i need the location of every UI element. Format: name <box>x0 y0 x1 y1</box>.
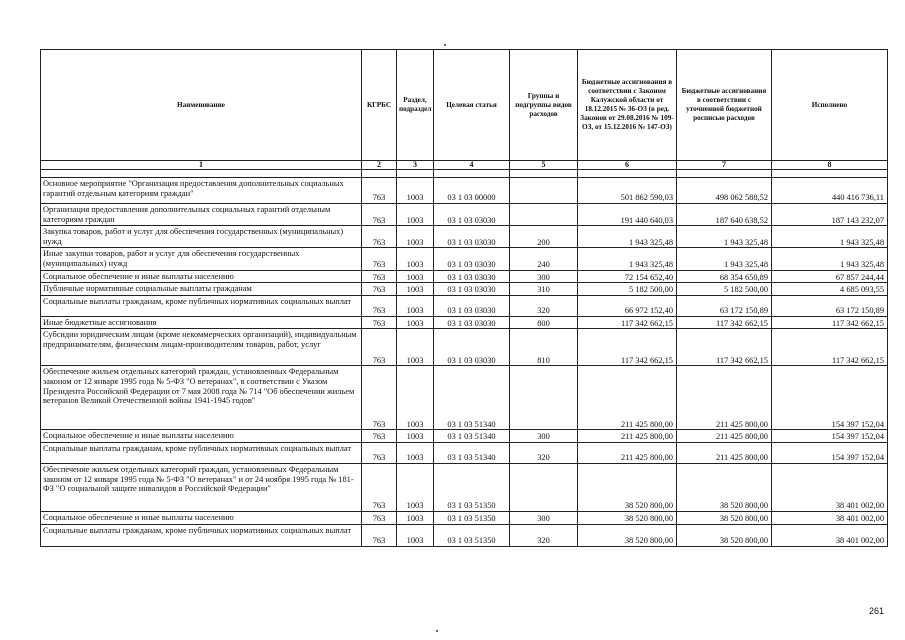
table-row <box>41 511 888 524</box>
row-name: Публичные нормативные социальные выплаты гражданам <box>41 283 362 296</box>
row-expense-group: 300 <box>510 511 578 524</box>
header-name: Наименование <box>41 50 362 161</box>
table-row <box>41 430 888 443</box>
table-row <box>41 366 888 430</box>
row-executed: 187 143 232,07 <box>772 204 888 226</box>
row-executed: 4 685 093,55 <box>772 283 888 296</box>
row-budget-revised: 63 172 150,89 <box>677 295 772 316</box>
row-expense-group: 320 <box>510 524 578 546</box>
row-target-article: 03 1 03 51350 <box>434 524 510 546</box>
table-row <box>41 204 888 226</box>
table-row <box>41 295 888 316</box>
row-section: 1003 <box>397 248 434 270</box>
column-number: 5 <box>510 161 578 170</box>
row-kgrbs: 763 <box>362 430 397 443</box>
header-section: Раздел, подраздел <box>397 50 434 161</box>
row-budget-revised: 211 425 800,00 <box>677 442 772 463</box>
row-target-article: 03 1 03 51350 <box>434 463 510 511</box>
table-body <box>41 170 888 547</box>
row-section: 1003 <box>397 316 434 329</box>
row-section: 1003 <box>397 329 434 366</box>
row-target-article: 03 1 03 00000 <box>434 178 510 204</box>
spacer-cell <box>397 170 434 178</box>
table-row <box>41 524 888 546</box>
column-number: 6 <box>578 161 677 170</box>
row-kgrbs: 763 <box>362 204 397 226</box>
row-budget-law: 1 943 325,48 <box>578 226 677 248</box>
row-kgrbs: 763 <box>362 270 397 283</box>
row-expense-group <box>510 366 578 430</box>
row-budget-law: 211 425 800,00 <box>578 430 677 443</box>
table-row <box>41 329 888 366</box>
row-budget-revised: 211 425 800,00 <box>677 430 772 443</box>
row-budget-law: 66 972 152,40 <box>578 295 677 316</box>
table-row <box>41 442 888 463</box>
row-executed: 1 943 325,48 <box>772 226 888 248</box>
spacer-cell <box>510 170 578 178</box>
column-number: 1 <box>41 161 362 170</box>
header-executed: Исполнено <box>772 50 888 161</box>
row-name: Иные закупки товаров, работ и услуг для обеспечения государственных (муниципальных) нужд <box>41 248 362 270</box>
row-expense-group: 200 <box>510 226 578 248</box>
row-name: Социальные выплаты гражданам, кроме публичных нормативных социальных выплат <box>41 524 362 546</box>
row-name: Социальное обеспечение и иные выплаты населению <box>41 430 362 443</box>
row-section: 1003 <box>397 204 434 226</box>
page-number: 261 <box>869 606 885 616</box>
row-target-article: 03 1 03 51340 <box>434 430 510 443</box>
row-executed: 154 397 152,04 <box>772 366 888 430</box>
row-target-article: 03 1 03 03030 <box>434 283 510 296</box>
row-budget-revised: 38 520 800,00 <box>677 511 772 524</box>
row-name: Обеспечение жильем отдельных категорий граждан, установленных Федеральным законом от 12 января 1995 года № 5-ФЗ "О ветеранах", в соответствии с Указом Президента Российской Федерации от 7 мая 2008 года № 714 "Об обеспечении жильем ветеранов Великой Отечественной войны 1941-1945 годов" <box>41 366 362 430</box>
row-target-article: 03 1 03 03030 <box>434 204 510 226</box>
row-executed: 38 401 002,00 <box>772 524 888 546</box>
row-section: 1003 <box>397 295 434 316</box>
row-expense-group: 320 <box>510 295 578 316</box>
row-budget-revised: 117 342 662,15 <box>677 329 772 366</box>
row-budget-revised: 211 425 800,00 <box>677 366 772 430</box>
row-budget-law: 5 182 500,00 <box>578 283 677 296</box>
header-budget-law: Бюджетные ассигнования в соответствии с Законом Калужской области от 18.12.2015 № 36-ОЗ (в ред. Законов от 29.08.2016 № 109-ОЗ, от 15.12.2016 № 147-ОЗ) <box>578 50 677 161</box>
row-section: 1003 <box>397 270 434 283</box>
row-section: 1003 <box>397 524 434 546</box>
row-kgrbs: 763 <box>362 524 397 546</box>
row-name: Социальные выплаты гражданам, кроме публичных нормативных социальных выплат <box>41 295 362 316</box>
row-budget-law: 501 862 590,03 <box>578 178 677 204</box>
row-section: 1003 <box>397 442 434 463</box>
row-name: Иные бюджетные ассигнования <box>41 316 362 329</box>
row-kgrbs: 763 <box>362 226 397 248</box>
row-budget-law: 117 342 662,15 <box>578 329 677 366</box>
row-executed: 63 172 150,89 <box>772 295 888 316</box>
row-budget-law: 38 520 800,00 <box>578 524 677 546</box>
row-kgrbs: 763 <box>362 283 397 296</box>
row-budget-revised: 68 354 650,89 <box>677 270 772 283</box>
table-row <box>41 178 888 204</box>
row-executed: 117 342 662,15 <box>772 329 888 366</box>
table-row <box>41 463 888 511</box>
row-kgrbs: 763 <box>362 366 397 430</box>
spacer-cell <box>41 170 362 178</box>
row-budget-law: 211 425 800,00 <box>578 366 677 430</box>
spacer-cell <box>772 170 888 178</box>
row-executed: 154 397 152,04 <box>772 442 888 463</box>
row-expense-group <box>510 204 578 226</box>
table-row <box>41 248 888 270</box>
row-section: 1003 <box>397 366 434 430</box>
row-budget-law: 1 943 325,48 <box>578 248 677 270</box>
header-expense-group: Группы и подгруппы видов расходов <box>510 50 578 161</box>
row-target-article: 03 1 03 51340 <box>434 442 510 463</box>
row-budget-revised: 1 943 325,48 <box>677 248 772 270</box>
row-target-article: 03 1 03 03030 <box>434 226 510 248</box>
column-number-row <box>41 161 888 170</box>
row-name: Социальное обеспечение и иные выплаты населению <box>41 511 362 524</box>
row-target-article: 03 1 03 03030 <box>434 295 510 316</box>
row-expense-group: 800 <box>510 316 578 329</box>
row-kgrbs: 763 <box>362 463 397 511</box>
row-target-article: 03 1 03 03030 <box>434 248 510 270</box>
row-budget-revised: 187 640 638,52 <box>677 204 772 226</box>
row-executed: 38 401 002,00 <box>772 511 888 524</box>
row-kgrbs: 763 <box>362 316 397 329</box>
row-budget-law: 38 520 800,00 <box>578 463 677 511</box>
row-budget-revised: 498 062 588,52 <box>677 178 772 204</box>
row-expense-group: 300 <box>510 270 578 283</box>
row-section: 1003 <box>397 430 434 443</box>
row-budget-revised: 38 520 800,00 <box>677 524 772 546</box>
row-executed: 117 342 662,15 <box>772 316 888 329</box>
row-budget-law: 117 342 662,15 <box>578 316 677 329</box>
row-expense-group <box>510 178 578 204</box>
row-target-article: 03 1 03 03030 <box>434 329 510 366</box>
spacer-cell <box>578 170 677 178</box>
header-kgrbs: КГРБС <box>362 50 397 161</box>
column-number: 8 <box>772 161 888 170</box>
row-name: Социальное обеспечение и иные выплаты населению <box>41 270 362 283</box>
row-budget-law: 191 440 640,03 <box>578 204 677 226</box>
header-budget-revised: Бюджетные ассигнования в соответствии с уточненной бюджетной росписью расходов <box>677 50 772 161</box>
row-expense-group: 320 <box>510 442 578 463</box>
row-name: Социальные выплаты гражданам, кроме публичных нормативных социальных выплат <box>41 442 362 463</box>
budget-table <box>40 49 888 547</box>
row-budget-law: 72 154 652,40 <box>578 270 677 283</box>
row-executed: 67 857 244,44 <box>772 270 888 283</box>
row-section: 1003 <box>397 511 434 524</box>
column-number: 3 <box>397 161 434 170</box>
row-executed: 154 397 152,04 <box>772 430 888 443</box>
scan-mark <box>436 630 438 632</box>
header-target-article: Целевая статья <box>434 50 510 161</box>
row-name: Основное мероприятие "Организация предоставления дополнительных социальных гарантий отдельным категориям граждан" <box>41 178 362 204</box>
row-expense-group: 300 <box>510 430 578 443</box>
row-target-article: 03 1 03 03030 <box>434 270 510 283</box>
row-section: 1003 <box>397 463 434 511</box>
row-kgrbs: 763 <box>362 329 397 366</box>
row-kgrbs: 763 <box>362 511 397 524</box>
spacer-row <box>41 170 888 178</box>
spacer-cell <box>362 170 397 178</box>
row-kgrbs: 763 <box>362 248 397 270</box>
column-number: 2 <box>362 161 397 170</box>
table-row <box>41 270 888 283</box>
spacer-cell <box>677 170 772 178</box>
table-row <box>41 316 888 329</box>
scan-mark <box>444 44 446 46</box>
table-row <box>41 283 888 296</box>
row-name: Закупка товаров, работ и услуг для обеспечения государственных (муниципальных) нужд <box>41 226 362 248</box>
row-expense-group: 240 <box>510 248 578 270</box>
row-budget-revised: 5 182 500,00 <box>677 283 772 296</box>
row-kgrbs: 763 <box>362 442 397 463</box>
row-name: Организация предоставления дополнительных социальных гарантий отдельным категориям граждан <box>41 204 362 226</box>
row-section: 1003 <box>397 283 434 296</box>
row-target-article: 03 1 03 51350 <box>434 511 510 524</box>
row-executed: 38 401 002,00 <box>772 463 888 511</box>
header-row <box>41 50 888 161</box>
row-executed: 1 943 325,48 <box>772 248 888 270</box>
row-kgrbs: 763 <box>362 178 397 204</box>
row-section: 1003 <box>397 178 434 204</box>
row-budget-revised: 1 943 325,48 <box>677 226 772 248</box>
row-expense-group: 310 <box>510 283 578 296</box>
row-kgrbs: 763 <box>362 295 397 316</box>
spacer-cell <box>434 170 510 178</box>
row-name: Субсидии юридическим лицам (кроме некоммерческих организаций), индивидуальным предпринимателям, физическим лицам-производителям товаров, работ, услуг <box>41 329 362 366</box>
row-target-article: 03 1 03 03030 <box>434 316 510 329</box>
row-budget-revised: 117 342 662,15 <box>677 316 772 329</box>
row-budget-revised: 38 520 800,00 <box>677 463 772 511</box>
row-target-article: 03 1 03 51340 <box>434 366 510 430</box>
row-name: Обеспечение жильем отдельных категорий граждан, установленных Федеральным законом от 12 января 1995 года № 5-ФЗ "О ветеранах" и от 24 ноября 1995 года № 181-ФЗ "О социальной защите инвалидов в Российской Федерации" <box>41 463 362 511</box>
row-expense-group <box>510 463 578 511</box>
table-row <box>41 226 888 248</box>
row-expense-group: 810 <box>510 329 578 366</box>
column-number: 7 <box>677 161 772 170</box>
row-budget-law: 38 520 800,00 <box>578 511 677 524</box>
column-number: 4 <box>434 161 510 170</box>
row-budget-law: 211 425 800,00 <box>578 442 677 463</box>
row-section: 1003 <box>397 226 434 248</box>
row-executed: 440 416 736,11 <box>772 178 888 204</box>
